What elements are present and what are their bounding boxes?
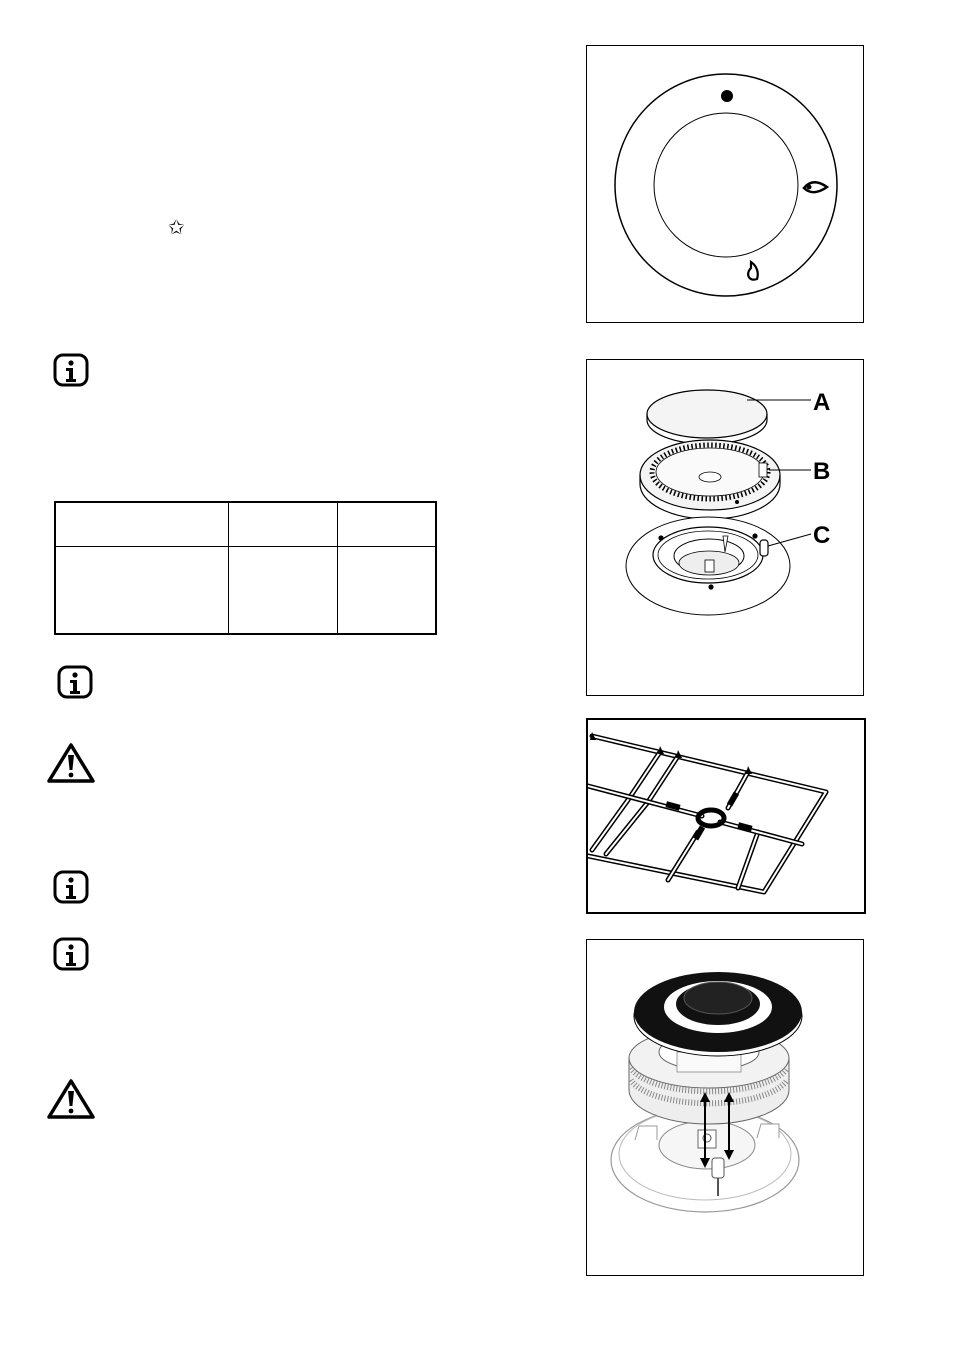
table-cell xyxy=(55,546,229,634)
star-symbol: ✩ xyxy=(168,215,185,239)
table-header-cell xyxy=(55,502,229,546)
warning-triangle-icon xyxy=(46,742,96,784)
burner-data-table xyxy=(54,501,437,635)
small-flame-icon xyxy=(748,262,758,280)
large-flame-icon xyxy=(804,182,827,192)
burner-base-part xyxy=(626,517,790,615)
warning-triangle-icon xyxy=(46,1078,96,1120)
part-label-a: A xyxy=(813,389,831,416)
knob-outer-ring xyxy=(615,74,837,296)
burner-exploded-figure xyxy=(586,359,864,696)
table-cell xyxy=(229,546,338,634)
part-label-c: C xyxy=(813,522,831,549)
part-label-b: B xyxy=(813,458,831,485)
info-icon xyxy=(53,870,89,904)
burner-cap-part xyxy=(647,390,767,444)
pan-support-figure xyxy=(586,718,866,914)
info-icon xyxy=(57,665,93,699)
table-header-cell xyxy=(229,502,338,546)
flame-spreader-part xyxy=(640,440,780,519)
off-position-dot-icon xyxy=(721,90,733,102)
info-icon xyxy=(53,937,89,971)
knob-inner-circle xyxy=(654,113,798,257)
burner-assembly-figure xyxy=(586,939,864,1276)
table-header-cell xyxy=(338,502,437,546)
control-knob-figure xyxy=(586,45,864,323)
info-icon xyxy=(53,353,89,387)
table-cell xyxy=(338,546,437,634)
burner-cap-part xyxy=(634,972,802,1056)
